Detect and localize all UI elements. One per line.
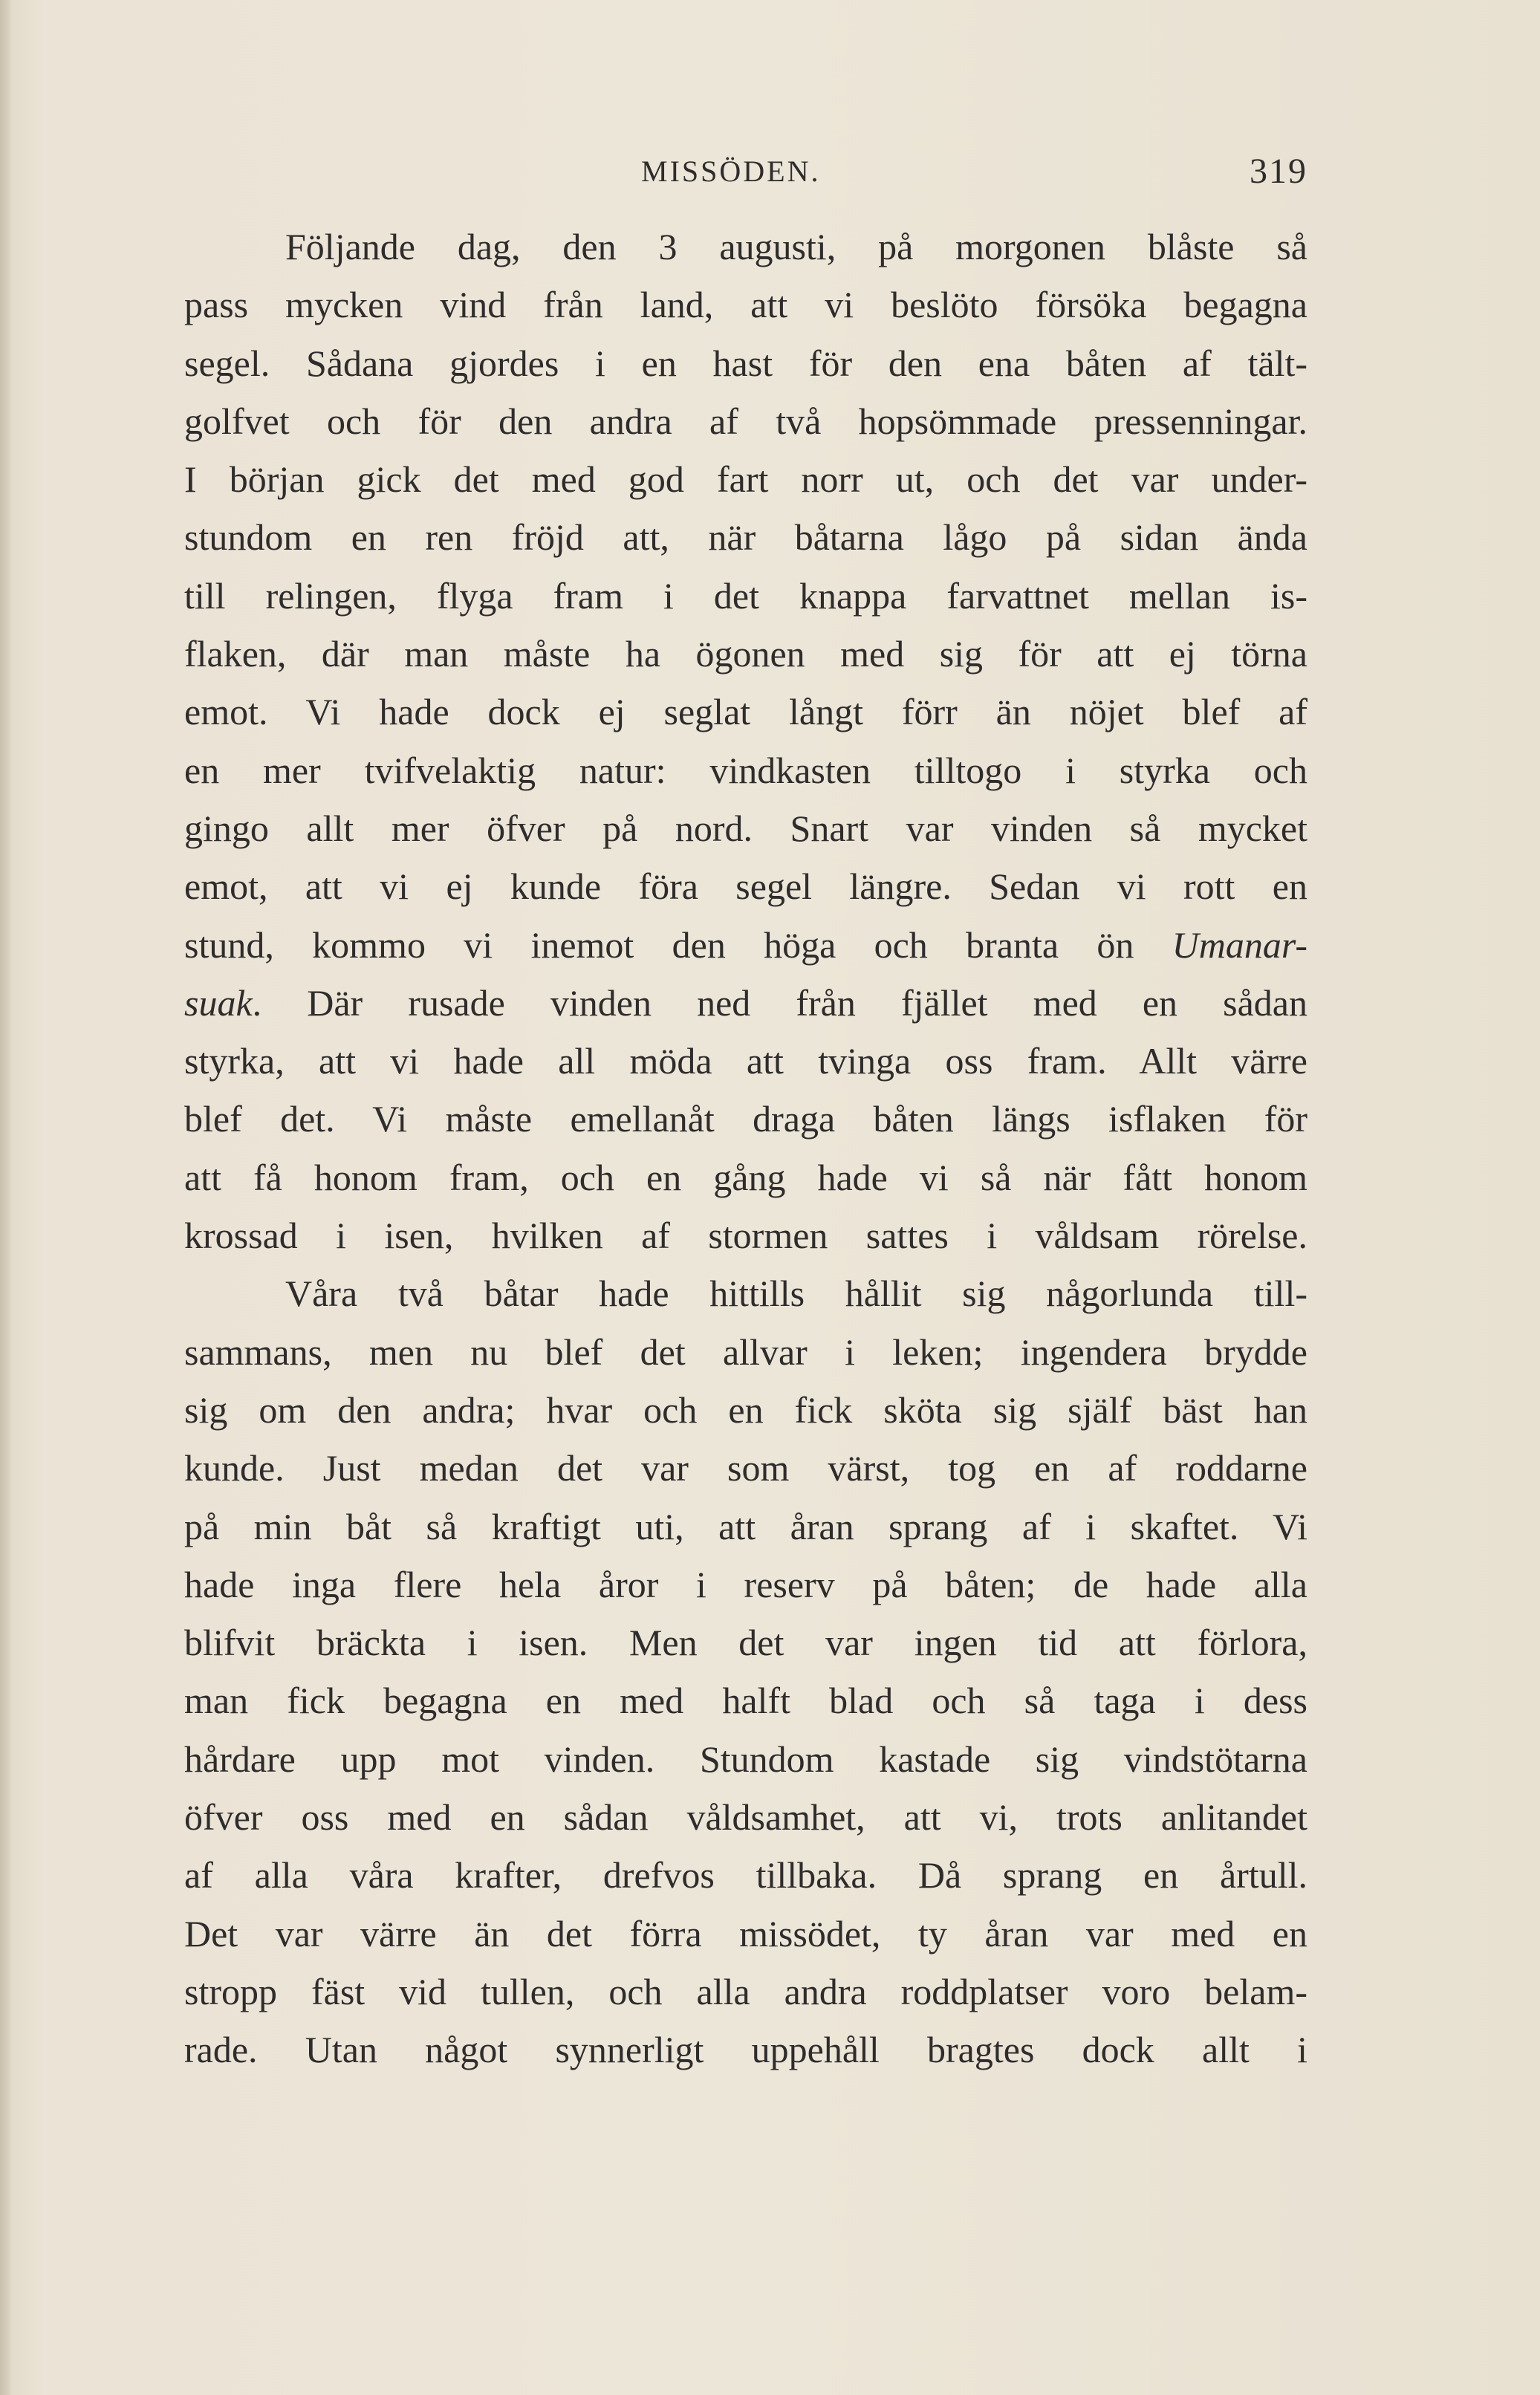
- text-line: golfvet och för den andra af två hopsömmade pressenningar.: [184, 400, 1307, 442]
- text-line: öfver oss med en sådan våldsamhet, att vi, trots anlitandet: [184, 1796, 1307, 1839]
- text-line: Våra två båtar hade hittills hållit sig någorlunda till-: [285, 1273, 1307, 1315]
- place-name-italic: suak: [184, 981, 253, 1024]
- text-line: gingo allt mer öfver på nord. Snart var vinden så mycket: [184, 807, 1307, 849]
- text-line: emot. Vi hade dock ej seglat långt förr än nöjet blef af: [184, 691, 1307, 733]
- text-line-italic-place: stund, kommo vi inemot den höga och branta ön Umanar-: [184, 923, 1307, 966]
- text-line: kunde. Just medan det var som värst, tog en af roddarne: [184, 1447, 1307, 1489]
- text-line-italic-place: suak. Där rusade vinden ned från fjället med en sådan: [184, 981, 1307, 1024]
- text-line: till relingen, flyga fram i det knappa farvattnet mellan is-: [184, 574, 1307, 617]
- text-line: blef det. Vi måste emellanåt draga båten längs isflaken för: [184, 1098, 1307, 1140]
- running-head: MISSÖDEN.: [641, 155, 821, 188]
- text-line: Det var värre än det förra missödet, ty åran var med en: [184, 1912, 1307, 1954]
- text-line: rade. Utan något synnerligt uppehåll bragtes dock allt i: [184, 2029, 1307, 2071]
- text-line: en mer tvifvelaktig natur: vindkasten tilltogo i styrka och: [184, 749, 1307, 791]
- body-text: [184, 218, 1307, 2079]
- text-line: stundom en ren fröjd att, när båtarna lågo på sidan ända: [184, 516, 1307, 559]
- text-line: på min båt så kraftigt uti, att åran sprang af i skaftet. Vi: [184, 1505, 1307, 1547]
- text-line: att få honom fram, och en gång hade vi så när fått honom: [184, 1156, 1307, 1198]
- text-line: flaken, där man måste ha ögonen med sig för att ej törna: [184, 633, 1307, 675]
- text-line: styrka, att vi hade all möda att tvinga oss fram. Allt värre: [184, 1040, 1307, 1082]
- page-header: [184, 146, 1307, 198]
- text-line: I början gick det med god fart norr ut, och det var under-: [184, 458, 1307, 501]
- text-line: blifvit bräckta i isen. Men det var ingen tid att förlora,: [184, 1622, 1307, 1664]
- text-line: krossad i isen, hvilken af stormen sattes i våldsam rörelse.: [184, 1215, 1307, 1257]
- text-line: hårdare upp mot vinden. Stundom kastade sig vindstötarna: [184, 1738, 1307, 1780]
- text-line: pass mycken vind från land, att vi beslöto försöka begagna: [184, 284, 1307, 326]
- text-line: emot, att vi ej kunde föra segel längre. Sedan vi rott en: [184, 865, 1307, 908]
- place-name-italic: Umanar-: [1172, 923, 1307, 966]
- text-line: hade inga flere hela åror i reserv på båten; de hade alla: [184, 1563, 1307, 1605]
- text-line: man fick begagna en med halft blad och så taga i dess: [184, 1680, 1307, 1722]
- page-binding-edge: [0, 0, 10, 2395]
- text-line: sig om den andra; hvar och en fick sköta sig själf bäst han: [184, 1388, 1307, 1431]
- text-line: stropp fäst vid tullen, och alla andra roddplatser voro belam-: [184, 1970, 1307, 2012]
- text-line: af alla våra krafter, drefvos tillbaka. Då sprang en årtull.: [184, 1854, 1307, 1897]
- text-line: segel. Sådana gjordes i en hast för den ena båten af tält-: [184, 342, 1307, 384]
- text-line: sammans, men nu blef det allvar i leken; ingendera brydde: [184, 1330, 1307, 1373]
- text-line: Följande dag, den 3 augusti, på morgonen blåste så: [285, 226, 1307, 267]
- page-number: 319: [1250, 152, 1307, 191]
